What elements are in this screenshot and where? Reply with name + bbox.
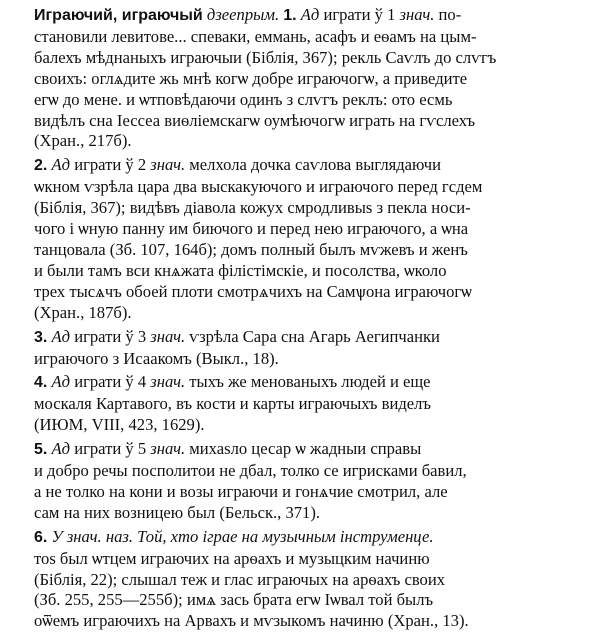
sense-number: 3. [34, 328, 48, 346]
text-line: трех тысѧчъ обоей плоти смотрѧчихъ на Самѱона играючогѡ [34, 281, 472, 301]
text-line: играючого з Исаакомъ (Выкл., 18). [34, 348, 279, 368]
sense-marker: Ад [51, 155, 71, 175]
text-line: (Біблія, 367); видѣвъ діавола кожух смродливыѕ з пекла носи- [34, 198, 471, 218]
ref-word: играти [323, 5, 371, 24]
ref-word: знач. [66, 526, 102, 546]
text-line: становили левитове... спеваки, еммань, асафъ и еѳамъ на цым- [34, 26, 477, 46]
sense-4 [6, 372, 583, 436]
znach-label: знач. [150, 326, 186, 346]
znach-label: знач. [150, 155, 186, 175]
sense-number: 1. [283, 7, 297, 24]
text-line: москаля Картавого, въ кости и карты играючыхъ виделъ [34, 394, 432, 414]
sense-number: 4. [34, 374, 48, 392]
text-line: сам на них возницею был (Бельск., 371). [34, 502, 321, 522]
ref-rest: ў 3 [121, 326, 151, 346]
ref-rest: ў 2 [121, 155, 151, 175]
ref-word: играти [74, 326, 122, 346]
sense-marker: Ад [51, 372, 71, 392]
text-line: (Зб. 255, 255—255б); имѧ зась брата егѡ Іѡвал той былъ [34, 590, 434, 610]
text-line: егѡ до мене. и ѡтповѣдаючи одинъ з слѵгъ реклъ: ото есмь [34, 89, 453, 109]
sense-marker: У [51, 526, 63, 546]
sense-2 [6, 155, 583, 323]
line-first: мелхола дочка саѵлова выглядаючи [185, 155, 442, 175]
ref-rest: ў 1 [370, 5, 400, 24]
sense-number: 6. [34, 528, 48, 546]
sense-6 [6, 527, 583, 632]
text-line: а не толко на кони и возы играючи и гонѧчие смотрил, але [34, 481, 448, 501]
text-line: (ИЮМ, VIII, 423, 1629). [34, 415, 205, 435]
sense-3 [6, 327, 583, 370]
grammar-label: дзеепрым. [206, 5, 280, 24]
znach-label: знач. [150, 439, 186, 459]
text-line: (Біблія, 22); слышал теж и глас играючых на арѳахъ своих [34, 569, 446, 589]
text-line: и добро речы посполитои не дбал, толко се игрисками бавил, [34, 461, 467, 481]
text-line: чого і ѡную панну им биючого и перед нею играючого, а ѡна [34, 219, 469, 239]
sense-1 [6, 5, 583, 152]
ref-word: играти [74, 439, 122, 459]
headword: Играючий, играючый [34, 7, 203, 24]
znach-label: знач. [150, 372, 186, 392]
text-line: своихъ: оглѧдите жь мнѣ когѡ добре играючогѡ, а приведите [34, 68, 468, 88]
text-line: (Хран., 217б). [34, 131, 132, 151]
znach-label: наз. Той, хто іграе на музычным інструменце. [105, 526, 434, 546]
text-line: ѡкном ѵзрѣла цара два выскакуючого и играючого перед гсдем [34, 177, 483, 197]
ref-word: играти [74, 155, 122, 175]
text-line: и были тамъ вси кнѧжата філістімскіе, и посолства, ѡколо [34, 260, 447, 280]
znach-label: знач. [399, 5, 435, 24]
line-first: ѵзрѣла Сара сна Агарь Аегипчанки [185, 326, 440, 346]
sense-5 [6, 439, 583, 524]
line-first: михаѕло цесар ѡ жадныи справы [185, 439, 422, 459]
text-line: танцовала (Зб. 107, 164б); домъ полный былъ мѵжевъ и женъ [34, 239, 468, 259]
sense-marker: Ад [51, 439, 71, 459]
ref-rest: ў 4 [121, 372, 151, 392]
text-line: тоѕ был ѡтцем играючих на арѳахъ и музыцким начиню [34, 548, 430, 568]
sense-number: 2. [34, 157, 48, 175]
text-line: оѿемъ играючихъ на Арвахъ и мѵзыкомъ начиню (Хран., 13). [34, 611, 469, 631]
sense-number: 5. [34, 441, 48, 459]
text-line: балехъ мѣднаныхъ играючыи (Біблія, 367); рекль Саѵлъ до слѵгъ [34, 47, 497, 67]
sense-marker: Ад [300, 5, 320, 24]
text-line: видѣлъ сна Іессеа виѳліемскагѡ оумѣючогѡ играть на гѵслехъ [34, 110, 476, 130]
ref-rest: ў 5 [121, 439, 151, 459]
line-first: тыхъ же менованыхъ людей и еще [185, 372, 431, 392]
ref-word: играти [74, 372, 122, 392]
text-line: (Хран., 187б). [34, 302, 132, 322]
sense-marker: Ад [51, 326, 71, 346]
line-first: по- [434, 5, 462, 24]
